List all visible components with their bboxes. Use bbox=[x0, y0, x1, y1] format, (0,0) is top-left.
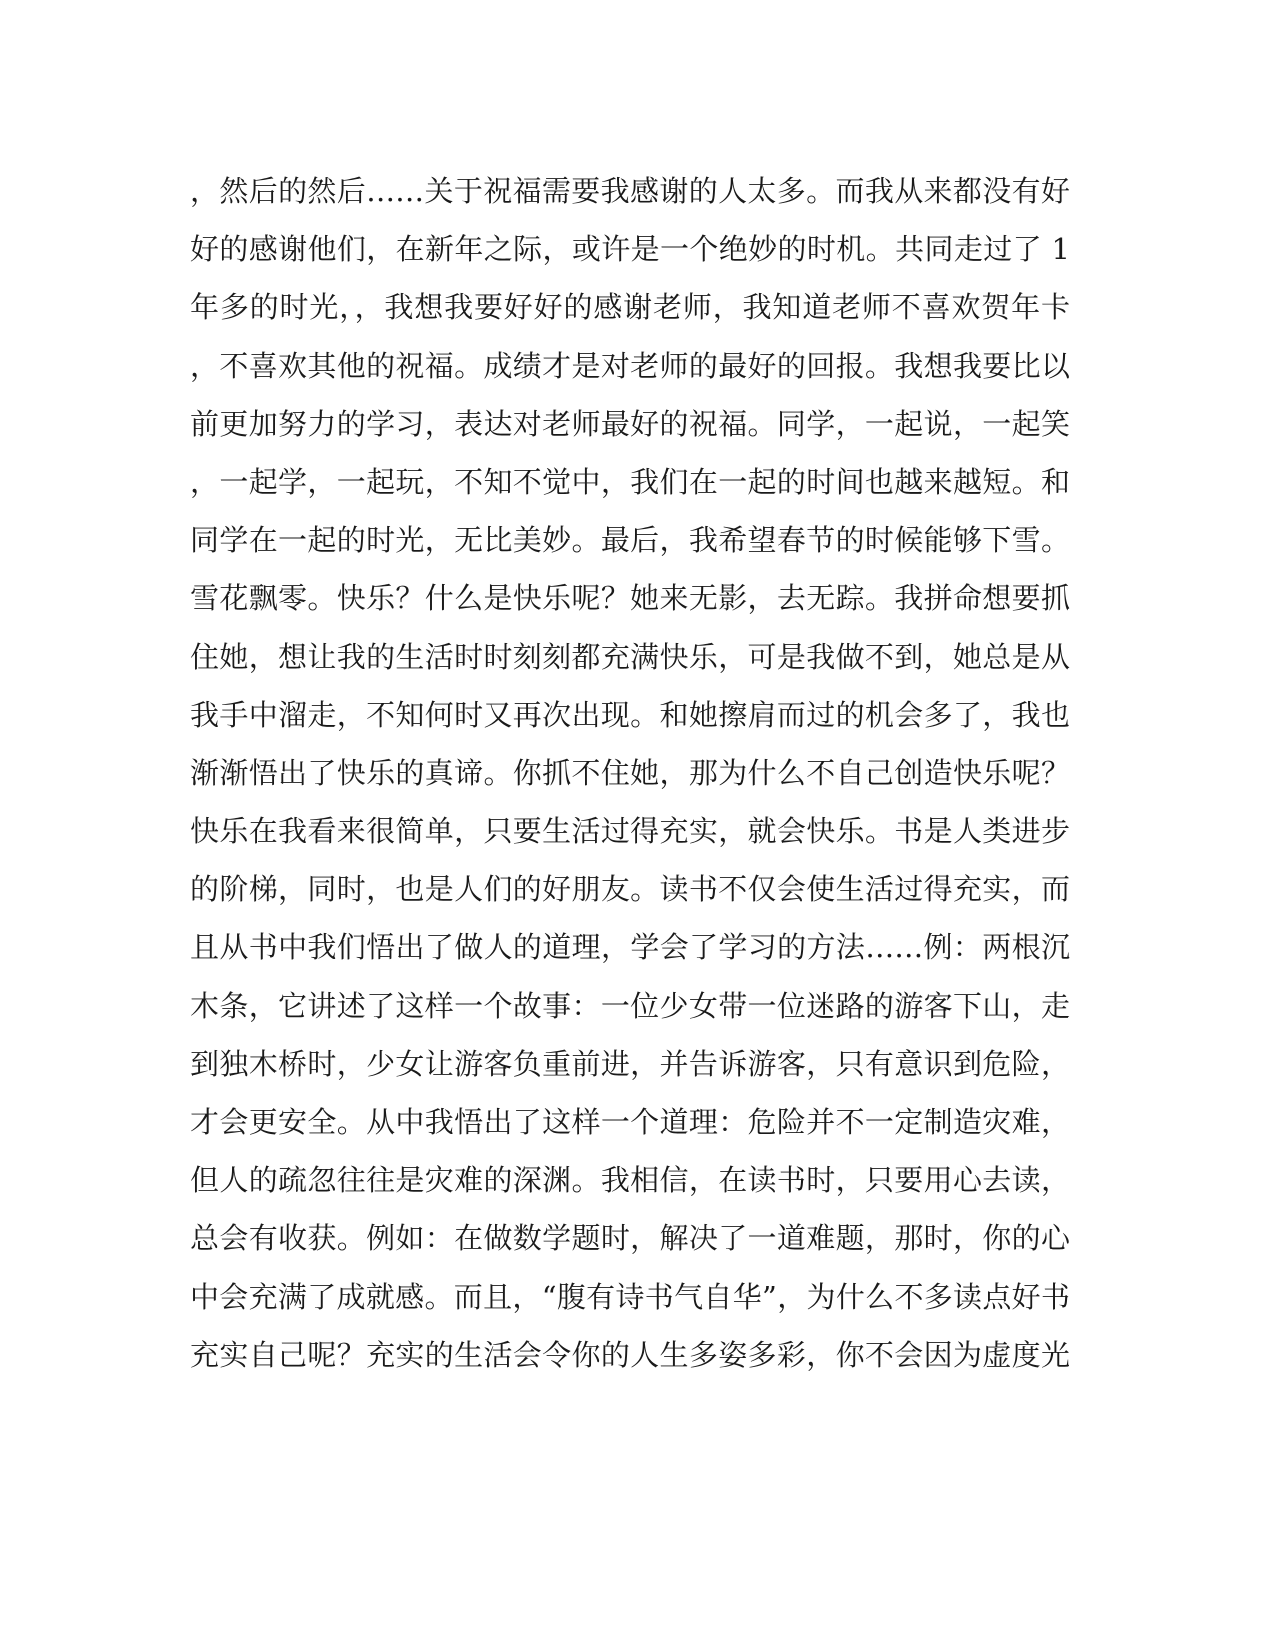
text-line-3: 年多的时光，，我想我要好好的感谢老师，我知道老师不喜欢贺年卡 bbox=[190, 290, 1070, 325]
text-line-5: 前更加努力的学习，表达对老师最好的祝福。同学，一起说，一起笑 bbox=[190, 406, 1070, 441]
text-line-6: ，一起学，一起玩，不知不觉中，我们在一起的时间也越来越短。和 bbox=[190, 464, 1070, 499]
text-line-19: 总会有收获。例如：在做数学题时，解决了一道难题，那时，你的心 bbox=[190, 1221, 1070, 1256]
body-text bbox=[190, 168, 1070, 1390]
text-line-7: 同学在一起的时光，无比美妙。最后，我希望春节的时候能够下雪。 bbox=[190, 523, 1070, 558]
text-line-9: 住她，想让我的生活时时刻刻都充满快乐，可是我做不到，她总是从 bbox=[190, 639, 1070, 674]
text-line-15: 木条，它讲述了这样一个故事：一位少女带一位迷路的游客下山，走 bbox=[190, 988, 1070, 1023]
text-line-8: 雪花飘零。快乐？什么是快乐呢？她来无影，去无踪。我拼命想要抓 bbox=[190, 581, 1070, 616]
text-line-2: 好的感谢他们，在新年之际，或许是一个绝妙的时机。共同走过了 1 bbox=[190, 232, 1070, 267]
text-line-21: 充实自己呢？充实的生活会令你的人生多姿多彩，你不会因为虚度光 bbox=[190, 1337, 1070, 1372]
text-line-13: 的阶梯，同时，也是人们的好朋友。读书不仅会使生活过得充实，而 bbox=[190, 872, 1070, 907]
text-line-14: 且从书中我们悟出了做人的道理，学会了学习的方法……例：两根沉 bbox=[190, 930, 1070, 965]
text-line-1: ，然后的然后……关于祝福需要我感谢的人太多。而我从来都没有好 bbox=[190, 174, 1070, 208]
text-line-11: 渐渐悟出了快乐的真谛。你抓不住她，那为什么不自己创造快乐呢？ bbox=[190, 755, 1070, 790]
text-line-17: 才会更安全。从中我悟出了这样一个道理：危险并不一定制造灾难， bbox=[190, 1105, 1070, 1139]
text-line-16: 到独木桥时，少女让游客负重前进，并告诉游客，只有意识到危险， bbox=[190, 1046, 1070, 1081]
text-line-10: 我手中溜走，不知何时又再次出现。和她擦肩而过的机会多了，我也 bbox=[190, 697, 1070, 732]
text-line-4: ，不喜欢其他的祝福。成绩才是对老师的最好的回报。我想我要比以 bbox=[190, 348, 1070, 383]
text-line-12: 快乐在我看来很简单，只要生活过得充实，就会快乐。书是人类进步 bbox=[190, 814, 1070, 849]
text-line-18: 但人的疏忽往往是灾难的深渊。我相信，在读书时，只要用心去读， bbox=[190, 1163, 1070, 1198]
text-line-20: 中会充满了成就感。而且，“腹有诗书气自华”，为什么不多读点好书 bbox=[190, 1279, 1070, 1314]
